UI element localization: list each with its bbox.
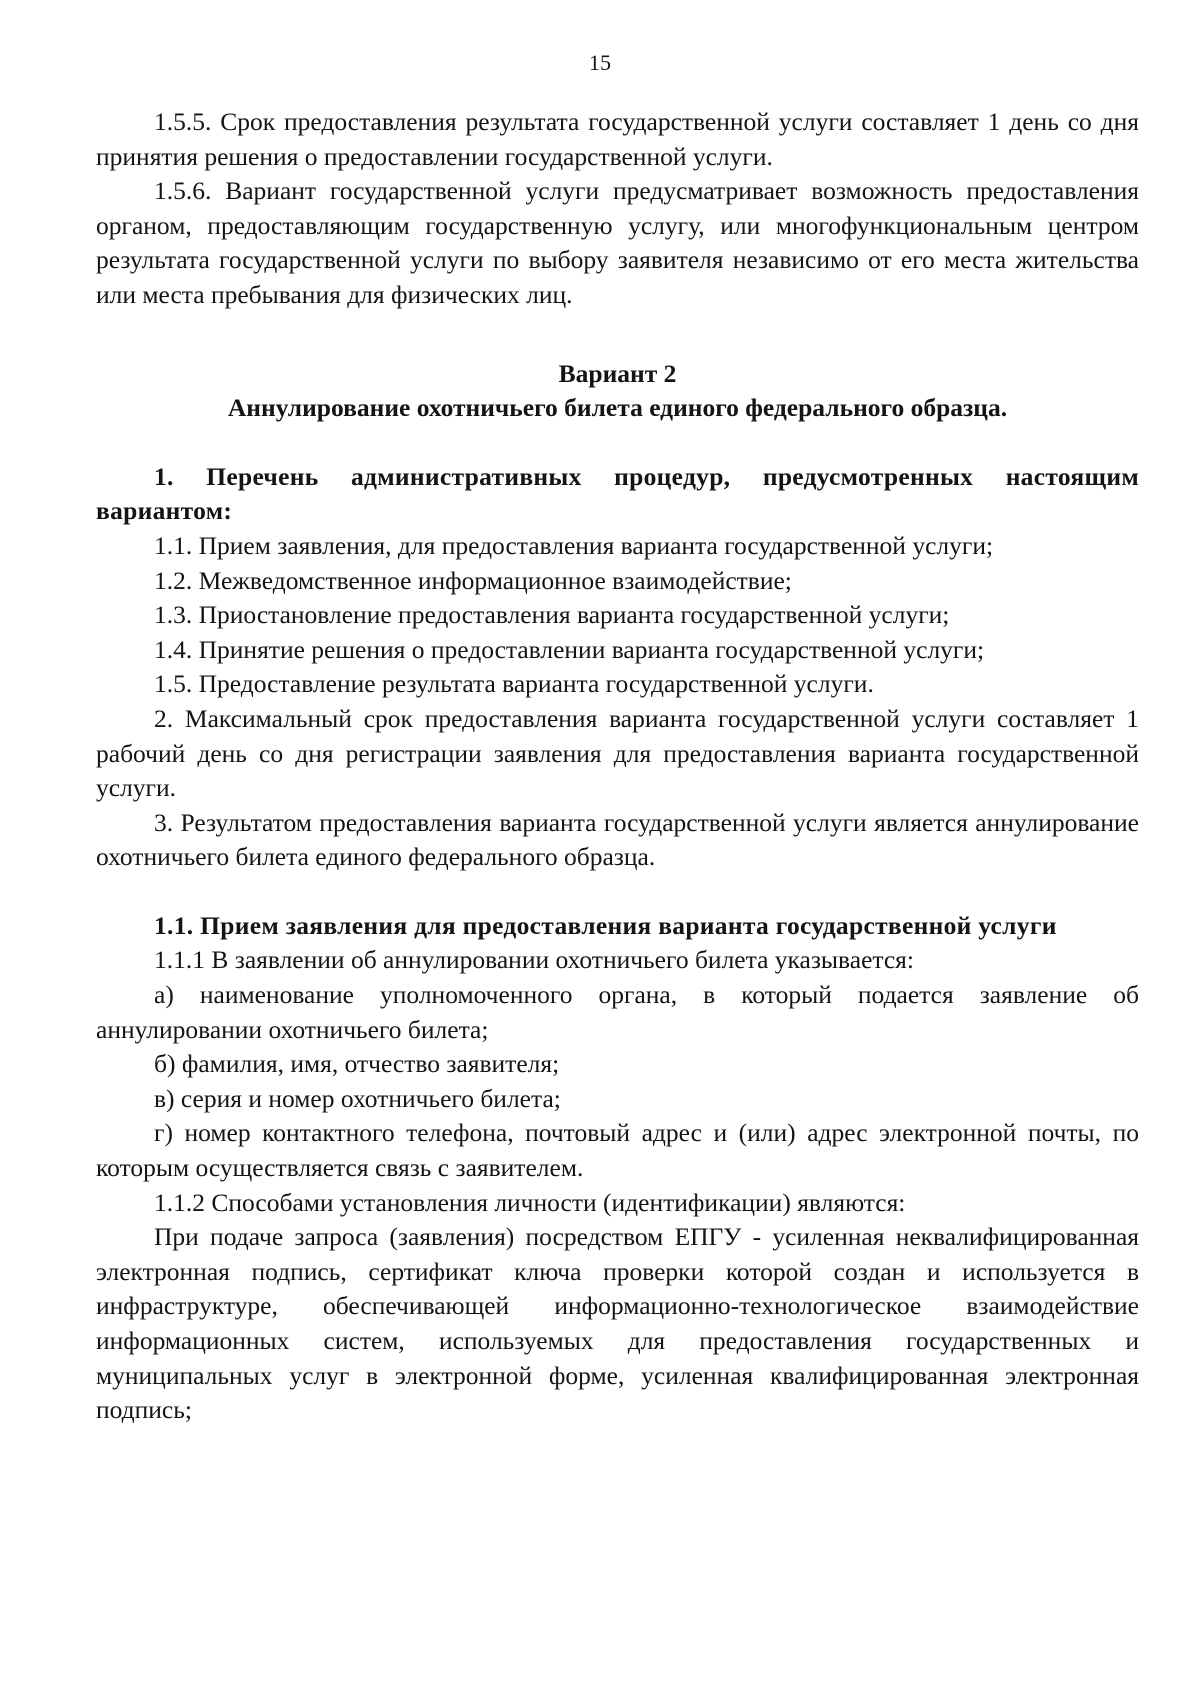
document-body <box>96 105 1139 1428</box>
list-item-b: б) фамилия, имя, отчество заявителя; <box>154 1049 560 1079</box>
procedure-1-4: 1.4. Принятие решения о предоставлении варианта государственной услуги; <box>154 634 985 664</box>
section-1-1-heading: 1.1. Прием заявления для предоставления варианта государственной услуги <box>154 910 1057 940</box>
procedure-1-3: 1.3. Приостановление предоставления варианта государственной услуги; <box>154 600 950 630</box>
variant-title: Вариант 2 <box>558 358 677 388</box>
section-1-heading: 1. Перечень административных процедур, предусмотренных настоящим вариантом: <box>96 461 1139 526</box>
list-item-a: а) наименование уполномоченного органа, в который подается заявление об аннулировании охотничьего билета; <box>96 980 1139 1044</box>
list-item-v: в) серия и номер охотничьего билета; <box>154 1083 561 1113</box>
paragraph-1-5-6: 1.5.6. Вариант государственной услуги предусматривает возможность предоставления органом, предоставляющим государственную услугу, или многофункциональным центром результата государственной услуги по выбору заявителя независимо от его места жительства или места пребывания для физических лиц. <box>96 176 1139 309</box>
paragraph-1-1-1: 1.1.1 В заявлении об аннулировании охотничьего билета указывается: <box>154 945 914 975</box>
paragraph-epgu: При подаче запроса (заявления) посредством ЕПГУ - усиленная неквалифицированная электронная подпись, сертификат ключа проверки которой создан и используется в инфраструктуре, обеспечивающей информационно-технологическое взаимодействие информационных систем, используемых для предоставления государственных и муниципальных услуг в электронной форме, усиленная квалифицированная электронная подпись; <box>96 1222 1139 1425</box>
procedure-1-2: 1.2. Межведомственное информационное взаимодействие; <box>154 565 792 595</box>
page-number: 15 <box>589 50 611 75</box>
variant-subtitle: Аннулирование охотничьего билета единого федерального образца. <box>227 393 1008 423</box>
paragraph-1-5-5: 1.5.5. Срок предоставления результата государственной услуги составляет 1 день со дня принятия решения о предоставлении государственной услуги. <box>96 107 1139 171</box>
paragraph-2: 2. Максимальный срок предоставления варианта государственной услуги составляет 1 рабочий день со дня регистрации заявления для предоставления варианта государственной услуги. <box>96 703 1139 803</box>
paragraph-1-1-2: 1.1.2 Способами установления личности (идентификации) являются: <box>154 1187 906 1217</box>
list-item-g: г) номер контактного телефона, почтовый адрес и (или) адрес электронной почты, по которым осуществляется связь с заявителем. <box>96 1118 1139 1183</box>
procedure-1-5: 1.5. Предоставление результата варианта государственной услуги. <box>154 669 874 699</box>
procedure-1-1: 1.1. Прием заявления, для предоставления варианта государственной услуги; <box>154 530 994 560</box>
paragraph-3: 3. Результатом предоставления варианта государственной услуги является аннулирование охотничьего билета единого федерального образца. <box>96 807 1139 872</box>
